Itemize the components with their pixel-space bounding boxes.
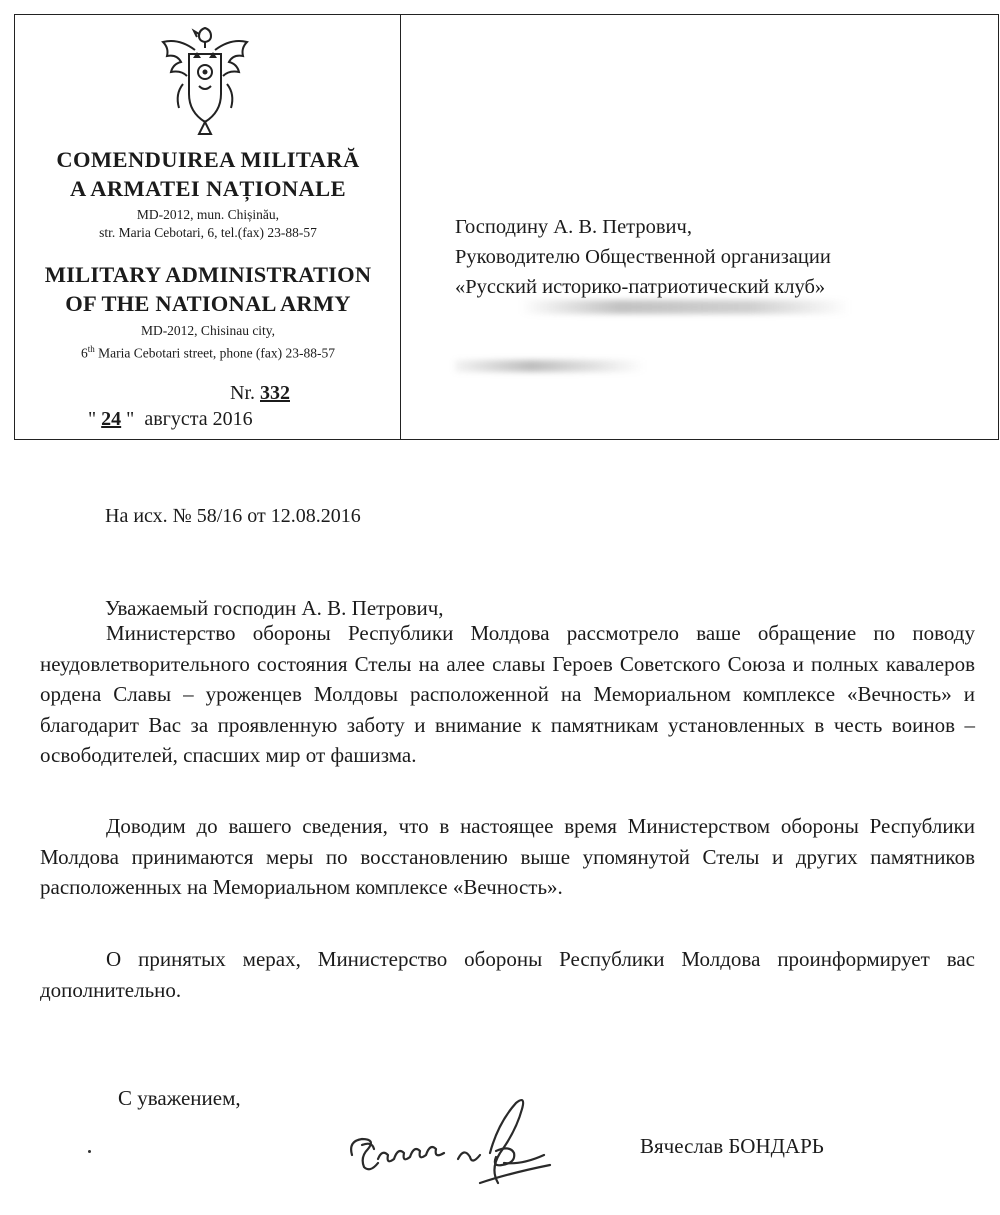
scan-speck — [88, 1150, 91, 1153]
org-ro-line1: COMENDUIREA MILITARĂ — [56, 147, 360, 172]
date-month-year: августа 2016 — [144, 408, 253, 430]
org-ro-line2: A ARMATEI NAȚIONALE — [70, 176, 346, 201]
address-english — [18, 322, 398, 363]
nr-value: 332 — [260, 382, 290, 404]
body-paragraph-3: О принятых мерах, Министерство обороны Республики Молдова проинформирует вас дополнительно. — [40, 947, 975, 1002]
closing: С уважением, — [118, 1086, 241, 1110]
addressee-line3: «Русский историко-патриотический клуб» — [455, 276, 826, 298]
organization-name-english — [18, 260, 398, 318]
document-date: " 24 " августа 2016 — [88, 408, 253, 430]
addressee-line2: Руководителю Общественной организации — [455, 246, 831, 268]
addressee-block — [455, 212, 995, 302]
addr-ro-line1: MD-2012, mun. Chișinău, — [136, 207, 280, 222]
org-en-line2: OF THE NATIONAL ARMY — [65, 291, 351, 316]
coat-of-arms-icon — [155, 24, 255, 142]
address-romanian — [18, 206, 398, 242]
body-paragraph-1: Министерство обороны Республики Молдова рассмотрело ваше обращение по поводу неудовлетворительного состояния Стелы на алее славы Героев Советского Союза и полных кавалеров ордена Славы – уроженцев Молдовы расположенной на Мемориальном комплексе «Вечность» и благодарит Вас за проявленную заботу и внимание к памятникам установленных в честь воинов – освободителей, спасших мир от фашизма. — [40, 621, 975, 767]
nr-label: Nr. — [230, 382, 255, 404]
redacted-line — [455, 360, 645, 372]
addr-ro-line2: str. Maria Cebotari, 6, tel.(fax) 23-88-57 — [99, 225, 317, 240]
org-en-line1: MILITARY ADMINISTRATION — [44, 262, 372, 287]
addressee-line1: Господину А. В. Петрович, — [455, 216, 692, 238]
signer-name: Вячеслав БОНДАРЬ — [640, 1134, 824, 1158]
organization-name-romanian — [18, 145, 398, 203]
signature-icon — [340, 1093, 570, 1203]
body-paragraph-2: Доводим до вашего сведения, что в настоящее время Министерством обороны Республики Молдова принимаются меры по восстановлению выше упомянутой Стелы и других памятников расположенных на Мемориальном комплексе «Вечность». — [40, 814, 975, 899]
salutation: Уважаемый господин А. В. Петрович, — [105, 596, 444, 620]
date-day: 24 — [101, 408, 122, 430]
reference-line: На исх. № 58/16 от 12.08.2016 — [105, 505, 361, 527]
addr-en-line2: 6th Maria Cebotari street, phone (fax) 23-88-57 — [80, 344, 336, 361]
addr-en-line1: MD-2012, Chisinau city, — [140, 323, 276, 338]
document-number — [0, 382, 520, 405]
redacted-line — [520, 300, 850, 314]
